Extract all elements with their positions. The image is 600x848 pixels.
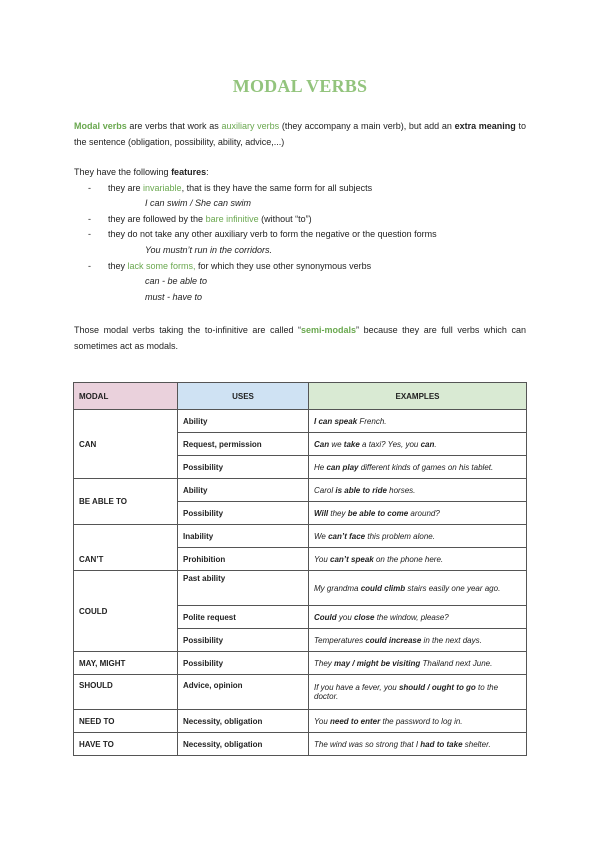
intro-auxiliary-verbs: auxiliary verbs (221, 121, 280, 131)
features-colon: : (206, 167, 209, 177)
example-text: shelter. (462, 739, 491, 749)
example-verb: take (343, 439, 360, 449)
use-cell: Possibility (178, 652, 309, 675)
example-verb: can’t speak (330, 554, 374, 564)
intro-text: (they accompany a main verb), but add an (279, 121, 455, 131)
table-row (74, 652, 527, 675)
example-text: this problem alone. (365, 531, 435, 541)
bullet-dash: - (88, 183, 91, 193)
use-cell: Ability (178, 479, 309, 502)
bullet-text: they (108, 261, 128, 271)
use-cell: Advice, opinion (178, 675, 309, 710)
modal-cell: COULD (74, 571, 178, 652)
bullet-highlight: invariable (143, 183, 182, 193)
table-row (74, 733, 527, 756)
example-cell (309, 502, 527, 525)
bullet-highlight: bare infinitive (205, 214, 259, 224)
example-text: Carol (314, 485, 336, 495)
semi-text: ” because they are full verbs which can sometimes act as modals. (74, 325, 526, 351)
table-row (74, 710, 527, 733)
bullet-text: they are (108, 183, 144, 193)
use-cell: Ability (178, 410, 309, 433)
use-cell: Request, permission (178, 433, 309, 456)
example-cell (309, 456, 527, 479)
use-cell: Necessity, obligation (178, 710, 309, 733)
example-verb: may / might be visiting (334, 658, 421, 668)
intro-text: to the sentence (obligation, possibility, ability, advice,...) (74, 121, 527, 147)
example-verb: can (420, 439, 435, 449)
example-text: to the doctor. (314, 683, 499, 701)
example-text: If you have a fever, you (314, 683, 399, 692)
use-cell: Possibility (178, 629, 309, 652)
example-cell (309, 433, 527, 456)
intro-paragraph (74, 118, 526, 150)
bullet-dash: - (88, 261, 91, 271)
use-cell: Inability (178, 525, 309, 548)
example-verb: be able to come (347, 508, 409, 518)
example-text: He (314, 462, 327, 472)
example-text: in the next days. (421, 635, 482, 645)
bullet-example: I can swim / She can swim (145, 198, 252, 208)
example-text: we (329, 439, 344, 449)
bullet-text: they are followed by the (108, 214, 206, 224)
example-verb: can’t face (328, 531, 366, 541)
example-text: French. (357, 416, 387, 426)
example-verb: Could (314, 612, 337, 622)
example-text: Thailand next June. (420, 658, 493, 668)
table-row (74, 525, 527, 548)
example-verb: I can speak (314, 416, 358, 426)
example-verb: should / ought to go (398, 683, 476, 692)
bullet-highlight: lack some forms, (127, 261, 196, 271)
example-cell (309, 652, 527, 675)
example-cell (309, 710, 527, 733)
bullet-dash: - (88, 214, 91, 224)
semi-modals-paragraph (74, 322, 526, 354)
example-text: You (314, 716, 331, 726)
example-text: You (314, 554, 331, 564)
example-text: The wind was so strong that I (314, 739, 421, 749)
example-text: around? (408, 508, 440, 518)
table-row (74, 479, 527, 502)
example-text: Temperatures (314, 635, 366, 645)
example-verb: Will (314, 508, 329, 518)
example-verb: could increase (365, 635, 422, 645)
use-cell: Polite request (178, 606, 309, 629)
bullet-example: You mustn’t run in the corridors. (145, 245, 273, 255)
example-text: different kinds of games on his tablet. (358, 462, 494, 472)
modal-cell: CAN (74, 410, 178, 479)
example-text: stairs easily one year ago. (405, 583, 501, 593)
table-row (74, 571, 527, 606)
intro-extra-meaning: extra meaning (454, 121, 516, 131)
use-cell: Possibility (178, 456, 309, 479)
features-text: They have the following (74, 167, 172, 177)
bullet-text: (without “to”) (258, 214, 312, 224)
intro-text: are verbs that work as (126, 121, 222, 131)
features-word: features (171, 167, 207, 177)
example-text: We (314, 531, 329, 541)
intro-modal-verbs: Modal verbs (74, 121, 127, 131)
modal-cell: NEED TO (74, 710, 178, 733)
example-text: My grandma (314, 583, 361, 593)
modal-cell: BE ABLE TO (74, 479, 178, 525)
use-cell: Past ability (178, 571, 309, 606)
example-cell (309, 733, 527, 756)
example-verb: could climb (360, 583, 406, 593)
example-verb: Can (314, 439, 330, 449)
example-cell (309, 606, 527, 629)
example-cell (309, 675, 527, 710)
modal-verbs-table (73, 382, 527, 756)
modal-cell: HAVE TO (74, 733, 178, 756)
example-text: the password to log in. (380, 716, 463, 726)
example-verb: had to take (420, 739, 463, 749)
bullet-bare-infinitive (108, 214, 312, 224)
example-text: the window, please? (374, 612, 449, 622)
header-modal: MODAL (74, 383, 178, 410)
example-cell (309, 525, 527, 548)
example-verb: can play (326, 462, 359, 472)
features-intro (74, 164, 526, 180)
bullet-no-auxiliary: they do not take any other auxiliary verb to form the negative or the question forms (108, 229, 437, 239)
example-text: on the phone here. (373, 554, 444, 564)
bullet-example: can - be able to (145, 276, 208, 286)
example-cell (309, 410, 527, 433)
example-cell (309, 548, 527, 571)
bullet-text: for which they use other synonymous verbs (195, 261, 372, 271)
example-text: a taxi? Yes, you (359, 439, 421, 449)
modal-cell: SHOULD (74, 675, 178, 710)
example-text: they (328, 508, 348, 518)
example-text: horses. (386, 485, 416, 495)
example-verb: close (354, 612, 375, 622)
use-cell: Necessity, obligation (178, 733, 309, 756)
header-uses: USES (178, 383, 309, 410)
example-text: you (336, 612, 355, 622)
bullet-example: must - have to (145, 292, 203, 302)
bullet-text: , that is they have the same form for all subjects (181, 183, 373, 193)
bullet-dash: - (88, 229, 91, 239)
use-cell: Possibility (178, 502, 309, 525)
modal-cell: CAN’T (74, 525, 178, 571)
header-examples: EXAMPLES (309, 383, 527, 410)
example-text: They (314, 658, 335, 668)
example-cell (309, 571, 527, 606)
example-cell (309, 629, 527, 652)
example-verb: is able to ride (335, 485, 387, 495)
example-text: . (434, 439, 437, 449)
bullet-lack-forms (108, 261, 371, 271)
modal-cell: MAY, MIGHT (74, 652, 178, 675)
semi-modals-term: semi-modals (301, 325, 357, 335)
semi-text: Those modal verbs taking the to-infinitive are called “ (74, 325, 302, 335)
example-cell (309, 479, 527, 502)
page-title: MODAL VERBS (232, 76, 368, 96)
use-cell: Prohibition (178, 548, 309, 571)
table-row (74, 675, 527, 710)
table-row (74, 410, 527, 433)
bullet-invariable (108, 183, 372, 193)
table-header-row (74, 383, 527, 410)
example-verb: need to enter (330, 716, 381, 726)
